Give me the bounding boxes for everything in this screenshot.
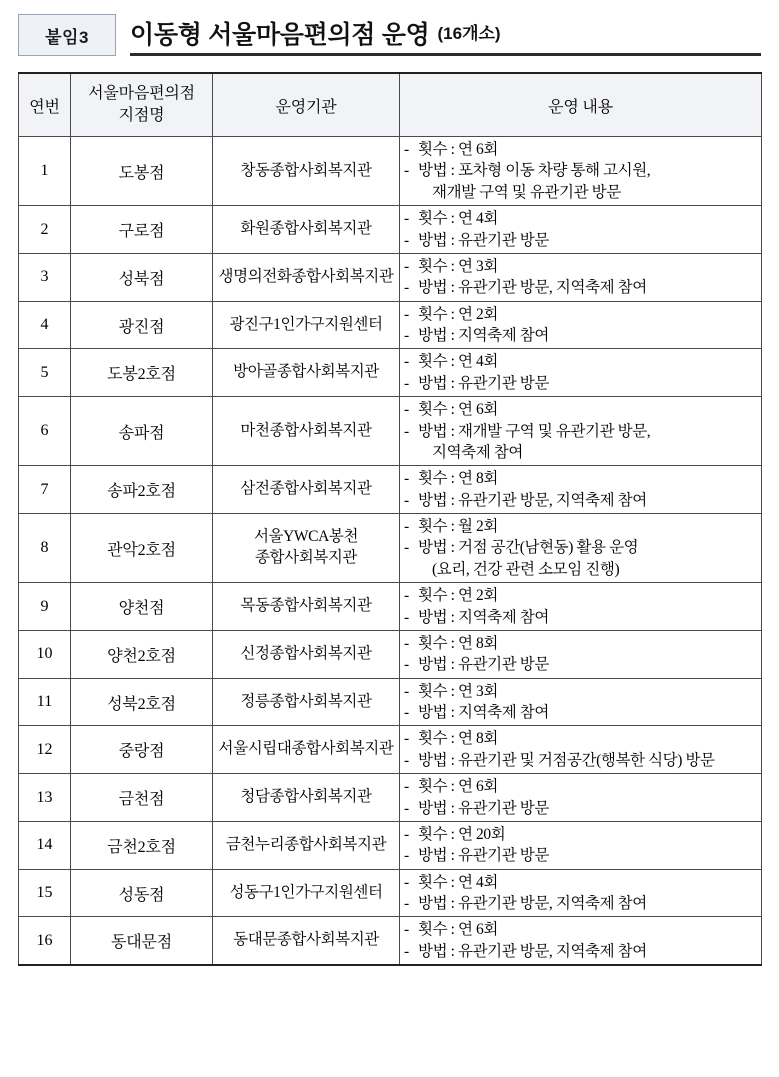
detail-line <box>404 798 757 819</box>
cell-branch-name: 송파2호점 <box>71 466 213 514</box>
detail-dash-icon: - <box>404 231 409 249</box>
cell-operation-details <box>400 206 762 254</box>
detail-text: 횟수 : 연 8회 <box>418 730 498 748</box>
detail-line <box>404 681 757 702</box>
cell-no: 8 <box>19 514 71 583</box>
detail-dash-icon: - <box>404 210 409 228</box>
cell-operation-details <box>400 137 762 206</box>
detail-line <box>404 277 757 298</box>
detail-line <box>404 537 757 558</box>
detail-dash-icon: - <box>404 942 409 960</box>
detail-dash-icon: - <box>404 162 409 180</box>
detail-text: 방법 : 재개발 구역 및 유관기관 방문, <box>418 422 651 440</box>
cell-branch-name: 도봉점 <box>71 137 213 206</box>
detail-text: 방법 : 지역축제 참여 <box>418 327 549 344</box>
cell-operation-details <box>400 349 762 397</box>
cell-no: 13 <box>19 774 71 822</box>
table-header-row <box>19 73 762 137</box>
detail-line <box>404 399 757 420</box>
cell-operating-org <box>213 514 400 583</box>
cell-operating-org: 마천종합사회복지관 <box>213 397 400 466</box>
detail-line <box>404 633 757 654</box>
detail-line <box>404 256 757 277</box>
column-header-branch-name <box>71 73 213 137</box>
detail-line-continued: 지역축제 참여 <box>432 443 523 461</box>
detail-dash-icon: - <box>404 305 409 323</box>
detail-dash-icon: - <box>404 799 409 817</box>
column-header-branch-name-line2: 지점명 <box>118 107 165 124</box>
cell-no: 2 <box>19 206 71 254</box>
detail-dash-icon: - <box>404 279 409 297</box>
detail-dash-icon: - <box>404 257 409 275</box>
detail-dash-icon: - <box>404 539 409 557</box>
detail-line <box>404 607 757 628</box>
cell-operating-org: 방아골종합사회복지관 <box>213 349 400 397</box>
detail-text: 횟수 : 연 2회 <box>418 587 498 605</box>
detail-text: 방법 : 유관기관 방문, 지역축제 참여 <box>418 491 647 509</box>
detail-line <box>404 845 757 866</box>
detail-text: 횟수 : 연 4회 <box>418 210 498 228</box>
detail-text: 횟수 : 연 3회 <box>418 682 498 700</box>
detail-dash-icon: - <box>404 778 409 796</box>
detail-line <box>404 893 757 914</box>
cell-no: 1 <box>19 137 71 206</box>
table-row <box>19 206 762 254</box>
cell-operation-details <box>400 726 762 774</box>
cell-branch-name: 양천점 <box>71 583 213 631</box>
cell-no: 16 <box>19 917 71 965</box>
page-title: 이동형 서울마음편의점 운영 <box>130 20 430 49</box>
cell-no: 3 <box>19 253 71 301</box>
column-header-branch-name-line1: 서울마음편의점 <box>88 85 195 103</box>
cell-branch-name: 도봉2호점 <box>71 349 213 397</box>
cell-no: 14 <box>19 821 71 869</box>
detail-line <box>404 654 757 675</box>
cell-no: 9 <box>19 583 71 631</box>
cell-no: 5 <box>19 349 71 397</box>
detail-line <box>404 208 757 229</box>
cell-operating-org: 창동종합사회복지관 <box>213 137 400 206</box>
detail-line <box>404 490 757 511</box>
detail-line <box>404 941 757 962</box>
cell-no: 10 <box>19 630 71 678</box>
cell-operation-details <box>400 917 762 965</box>
column-header-operating-org: 운영기관 <box>213 73 400 137</box>
detail-text: 횟수 : 연 6회 <box>418 141 498 158</box>
cell-operating-org: 삼전종합사회복지관 <box>213 466 400 514</box>
detail-text: 방법 : 지역축제 참여 <box>418 608 549 626</box>
detail-line <box>404 872 757 893</box>
table-head <box>19 73 762 137</box>
column-header-operation-details: 운영 내용 <box>400 73 762 137</box>
cell-operating-org: 청담종합사회복지관 <box>213 774 400 822</box>
detail-text: 횟수 : 연 2회 <box>418 305 498 323</box>
cell-operation-details <box>400 630 762 678</box>
table-row <box>19 514 762 583</box>
detail-dash-icon: - <box>404 825 409 843</box>
table-row <box>19 726 762 774</box>
detail-dash-icon: - <box>404 518 409 535</box>
detail-line <box>404 468 757 489</box>
attachment-label: 붙임3 <box>18 14 116 56</box>
cell-branch-name: 성북2호점 <box>71 678 213 726</box>
cell-operating-org-line1: 서울YWCA봉천 <box>253 528 359 546</box>
detail-line <box>404 750 757 771</box>
detail-dash-icon: - <box>404 656 409 674</box>
detail-text: 횟수 : 월 2회 <box>418 518 498 535</box>
cell-branch-name: 구로점 <box>71 206 213 254</box>
detail-dash-icon: - <box>404 422 409 440</box>
cell-branch-name: 송파점 <box>71 397 213 466</box>
detail-text: 방법 : 유관기관 방문 <box>418 231 549 249</box>
detail-text: 방법 : 유관기관 방문 <box>418 799 549 817</box>
cell-branch-name: 성동점 <box>71 869 213 917</box>
cell-branch-name: 금천2호점 <box>71 821 213 869</box>
cell-branch-name: 중랑점 <box>71 726 213 774</box>
cell-operation-details <box>400 583 762 631</box>
detail-dash-icon: - <box>404 921 409 939</box>
detail-line <box>404 919 757 940</box>
cell-branch-name: 광진점 <box>71 301 213 349</box>
detail-line <box>404 139 757 160</box>
cell-branch-name: 성북점 <box>71 253 213 301</box>
detail-line <box>404 585 757 606</box>
detail-line <box>404 230 757 251</box>
detail-dash-icon: - <box>404 608 409 626</box>
cell-operation-details <box>400 821 762 869</box>
detail-dash-icon: - <box>404 730 409 748</box>
cell-operating-org: 정릉종합사회복지관 <box>213 678 400 726</box>
detail-line <box>404 516 757 537</box>
cell-operating-org: 목동종합사회복지관 <box>213 583 400 631</box>
detail-text: 횟수 : 연 8회 <box>418 470 498 488</box>
detail-text: 횟수 : 연 6회 <box>418 921 498 939</box>
detail-text: 횟수 : 연 4회 <box>418 353 498 371</box>
table-body <box>19 137 762 966</box>
detail-dash-icon: - <box>404 491 409 509</box>
detail-line-continued: 재개발 구역 및 유관기관 방문 <box>432 183 621 201</box>
cell-no: 7 <box>19 466 71 514</box>
detail-text: 횟수 : 연 8회 <box>418 634 498 652</box>
detail-line <box>404 325 757 346</box>
detail-line <box>404 702 757 723</box>
table-row <box>19 301 762 349</box>
column-header-no: 연번 <box>19 73 71 137</box>
detail-dash-icon: - <box>404 634 409 652</box>
cell-operation-details <box>400 514 762 583</box>
table-row <box>19 630 762 678</box>
detail-dash-icon: - <box>404 873 409 891</box>
cell-no: 11 <box>19 678 71 726</box>
document-header <box>18 14 761 56</box>
cell-operating-org: 신정종합사회복지관 <box>213 630 400 678</box>
table-row <box>19 917 762 965</box>
branch-table <box>18 72 762 966</box>
cell-operating-org: 서울시립대종합사회복지관 <box>213 726 400 774</box>
detail-dash-icon: - <box>404 353 409 371</box>
cell-branch-name: 관악2호점 <box>71 514 213 583</box>
detail-dash-icon: - <box>404 401 409 419</box>
detail-dash-icon: - <box>404 587 409 605</box>
detail-dash-icon: - <box>404 751 409 769</box>
table-row <box>19 397 762 466</box>
detail-line-continued: (요리, 건강 관련 소모임 진행) <box>432 560 620 578</box>
detail-text: 방법 : 유관기관 방문, 지역축제 참여 <box>418 895 647 912</box>
detail-text: 방법 : 유관기관 방문 <box>418 847 549 865</box>
detail-dash-icon: - <box>404 895 409 912</box>
cell-operation-details <box>400 678 762 726</box>
cell-no: 12 <box>19 726 71 774</box>
cell-operating-org: 동대문종합사회복지관 <box>213 917 400 965</box>
detail-dash-icon: - <box>404 847 409 865</box>
detail-text: 방법 : 포차형 이동 차량 통해 고시원, <box>418 162 651 180</box>
cell-operation-details <box>400 301 762 349</box>
cell-operating-org: 화원종합사회복지관 <box>213 206 400 254</box>
cell-no: 6 <box>19 397 71 466</box>
detail-text: 횟수 : 연 4회 <box>418 873 498 891</box>
detail-text: 방법 : 유관기관 방문, 지역축제 참여 <box>418 279 647 297</box>
cell-no: 4 <box>19 301 71 349</box>
table-row <box>19 253 762 301</box>
detail-line <box>404 824 757 845</box>
detail-dash-icon: - <box>404 374 409 392</box>
detail-line <box>404 373 757 394</box>
table-row <box>19 678 762 726</box>
detail-line <box>404 351 757 372</box>
cell-operation-details <box>400 774 762 822</box>
cell-operating-org: 광진구1인가구지원센터 <box>213 301 400 349</box>
detail-line <box>404 421 757 442</box>
title-bar <box>130 14 761 56</box>
detail-text: 방법 : 지역축제 참여 <box>418 704 549 721</box>
table-row <box>19 869 762 917</box>
detail-dash-icon: - <box>404 682 409 700</box>
detail-line <box>404 728 757 749</box>
table-row <box>19 137 762 206</box>
table-row <box>19 821 762 869</box>
detail-dash-icon: - <box>404 327 409 344</box>
cell-operating-org: 성동구1인가구지원센터 <box>213 869 400 917</box>
detail-dash-icon: - <box>404 141 409 158</box>
cell-branch-name: 동대문점 <box>71 917 213 965</box>
cell-branch-name: 양천2호점 <box>71 630 213 678</box>
cell-operating-org: 금천누리종합사회복지관 <box>213 821 400 869</box>
detail-text: 횟수 : 연 3회 <box>418 257 498 275</box>
cell-operating-org-line2: 종합사회복지관 <box>254 549 357 567</box>
detail-text: 횟수 : 연 20회 <box>418 825 506 843</box>
detail-text: 횟수 : 연 6회 <box>418 401 498 419</box>
cell-branch-name: 금천점 <box>71 774 213 822</box>
detail-text: 횟수 : 연 6회 <box>418 778 498 796</box>
detail-dash-icon: - <box>404 470 409 488</box>
cell-operation-details <box>400 466 762 514</box>
detail-text: 방법 : 유관기관 방문 <box>418 656 549 674</box>
cell-operation-details <box>400 869 762 917</box>
table-row <box>19 349 762 397</box>
detail-text: 방법 : 유관기관 방문, 지역축제 참여 <box>418 942 647 960</box>
table-row <box>19 583 762 631</box>
detail-line <box>404 776 757 797</box>
cell-operating-org: 생명의전화종합사회복지관 <box>213 253 400 301</box>
detail-text: 방법 : 유관기관 및 거점공간(행복한 식당) 방문 <box>418 751 715 769</box>
detail-dash-icon: - <box>404 704 409 721</box>
table-row <box>19 466 762 514</box>
detail-text: 방법 : 유관기관 방문 <box>418 374 549 392</box>
detail-text: 방법 : 거점 공간(남현동) 활용 운영 <box>418 539 639 557</box>
cell-operation-details <box>400 397 762 466</box>
cell-operation-details <box>400 253 762 301</box>
table-row <box>19 774 762 822</box>
detail-line <box>404 160 757 181</box>
cell-no: 15 <box>19 869 71 917</box>
title-count-note: (16개소) <box>437 24 501 43</box>
detail-line <box>404 304 757 325</box>
